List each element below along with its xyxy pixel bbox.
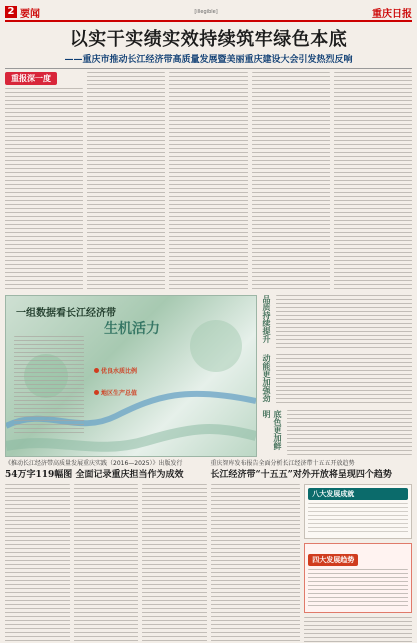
stat-water-quality: 优良水质比例 bbox=[94, 366, 137, 375]
feature-title: 一组数据看长江经济带 bbox=[16, 308, 116, 319]
top-bar bbox=[5, 4, 412, 22]
box-text bbox=[308, 503, 408, 535]
article-text bbox=[5, 484, 70, 643]
page-number: 2 bbox=[5, 6, 17, 18]
article-text bbox=[334, 72, 412, 292]
feature-side bbox=[261, 295, 412, 455]
bottom-right-article bbox=[211, 458, 413, 643]
lead-col-2 bbox=[87, 72, 165, 292]
feature-banner bbox=[5, 295, 412, 455]
page-number-block bbox=[5, 5, 40, 20]
dateline: [illegible] bbox=[194, 9, 218, 15]
feature-text bbox=[14, 336, 84, 436]
side-row-2 bbox=[261, 354, 412, 407]
bottom-articles bbox=[5, 458, 412, 643]
side-label-2: 动能更加强劲 bbox=[262, 353, 271, 402]
side-label-3: 底色更加鲜明 bbox=[262, 410, 282, 451]
section-label: 要闻 bbox=[20, 8, 40, 20]
article-text bbox=[304, 617, 412, 643]
right-kicker: 重庆智库发布报告全面分析长江经济带十五五开放趋势 bbox=[210, 460, 355, 467]
article-text bbox=[211, 484, 301, 643]
lead-article-columns bbox=[5, 72, 412, 292]
box-text bbox=[308, 569, 408, 609]
article-text bbox=[87, 72, 165, 292]
masthead: 重庆日报 bbox=[371, 8, 412, 20]
side-row-3 bbox=[261, 410, 412, 455]
lead-col-5 bbox=[334, 72, 412, 292]
article-text bbox=[142, 484, 207, 643]
left-headline: 54万字119幅图 全面记录重庆担当作为成效 bbox=[5, 470, 184, 480]
side-label-1: 品质持续提升 bbox=[262, 295, 271, 343]
feature-big-text: 生机活力 bbox=[104, 321, 160, 337]
article-text bbox=[252, 72, 330, 292]
lead-col-4 bbox=[252, 72, 330, 292]
trends-box bbox=[304, 543, 412, 613]
bullet-icon bbox=[94, 390, 99, 395]
main-headline: 以实干实绩实效持续筑牢绿色本底 bbox=[69, 29, 348, 50]
stat-gdp: 地区生产总值 bbox=[94, 388, 137, 397]
lead-col-3 bbox=[169, 72, 247, 292]
side-text bbox=[287, 410, 412, 455]
article-text bbox=[169, 72, 247, 292]
subheadline: ——重庆市推动长江经济带高质量发展暨美丽重庆建设大会引发热烈反响 bbox=[64, 55, 353, 65]
left-kicker: 《推动长江经济带高质量发展重庆实践（2016—2025）》出版发行 bbox=[5, 460, 183, 467]
article-text bbox=[5, 88, 83, 292]
divider bbox=[5, 68, 412, 69]
article-text bbox=[74, 484, 139, 643]
side-text bbox=[276, 295, 412, 350]
depth-tag: 重报深一度 bbox=[5, 72, 57, 85]
box-title: 四大发展趋势 bbox=[308, 554, 358, 566]
bottom-left-article bbox=[5, 458, 207, 643]
side-row-1 bbox=[261, 295, 412, 350]
infographic-panel bbox=[5, 295, 257, 457]
box-title: 八大发展成就 bbox=[308, 488, 408, 500]
lead-col-1 bbox=[5, 72, 83, 292]
achievements-box bbox=[304, 484, 412, 539]
side-text bbox=[276, 354, 412, 407]
right-headline: 长江经济带“十五五”对外开放将呈现四个趋势 bbox=[210, 470, 392, 480]
bullet-icon bbox=[94, 368, 99, 373]
